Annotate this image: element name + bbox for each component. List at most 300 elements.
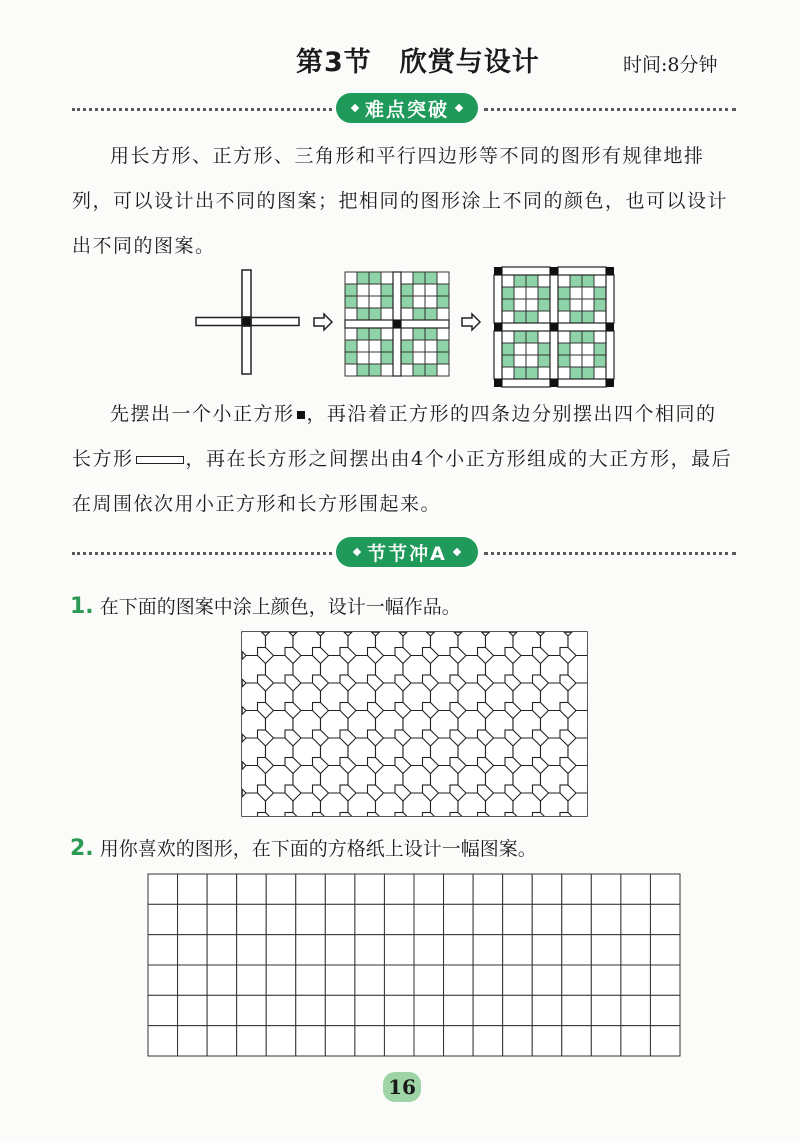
octagon-cell — [596, 766, 624, 794]
cross-rect — [401, 320, 449, 328]
grid-cell — [148, 1026, 178, 1056]
steps-paragraph — [72, 392, 736, 527]
tile-square — [558, 299, 570, 311]
square-cell — [588, 648, 604, 664]
frame-rect — [494, 275, 502, 323]
tile-square — [526, 311, 538, 323]
octagon-cell — [596, 683, 624, 711]
tile-square — [401, 272, 413, 284]
square-cell — [588, 840, 604, 856]
tiling-diagram — [0, 0, 800, 400]
frame-rect — [606, 275, 614, 323]
grid-cell — [355, 965, 385, 995]
grid-cell — [650, 1026, 680, 1056]
grid-cell — [562, 874, 592, 904]
cross-rect — [393, 272, 401, 320]
tile-square — [345, 296, 357, 308]
octagon-cell — [596, 738, 624, 766]
tile-square — [381, 352, 393, 364]
grid-cell — [296, 995, 326, 1025]
grid-cell — [532, 904, 562, 934]
tile-square — [538, 367, 550, 379]
grid-cell — [237, 995, 267, 1025]
grid-cell — [562, 1026, 592, 1056]
tile-square — [526, 287, 538, 299]
tile-square — [570, 287, 582, 299]
time-limit: 时间:8分钟 — [623, 54, 718, 76]
octagon-cell — [596, 656, 624, 684]
grid-paper[interactable] — [148, 874, 680, 1056]
octagon-cell — [596, 821, 624, 849]
grid-cell — [384, 995, 414, 1025]
grid-cell — [591, 935, 621, 965]
steps-text-1: 先摆出一个小正方形 — [110, 403, 295, 425]
frame-rect — [558, 267, 606, 275]
frame-rect — [502, 379, 550, 387]
grid-cell — [148, 935, 178, 965]
grid-cell — [444, 1026, 474, 1056]
tile-square — [437, 272, 449, 284]
tile-square — [413, 308, 425, 320]
grid-cell — [621, 995, 651, 1025]
tile-square — [582, 299, 594, 311]
grid-cell — [325, 904, 355, 934]
square-cell — [615, 675, 631, 691]
tile-square — [538, 287, 550, 299]
grid-cell — [207, 904, 237, 934]
question-number: 2. — [70, 836, 94, 861]
question-text: 在下面的图案中涂上颜色，设计一幅作品。 — [99, 596, 461, 618]
grid-cell — [473, 1026, 503, 1056]
square-cell — [588, 785, 604, 801]
octagon-cell — [596, 793, 624, 821]
diamond-icon — [353, 548, 361, 556]
tile-square — [381, 340, 393, 352]
tile-square — [437, 284, 449, 296]
grid-cell — [355, 935, 385, 965]
tile-square — [514, 367, 526, 379]
octagon-cell — [568, 821, 596, 849]
tile-square — [582, 343, 594, 355]
tile-square — [369, 296, 381, 308]
grid-cell — [384, 904, 414, 934]
grid-cell — [414, 935, 444, 965]
grid-cell — [237, 874, 267, 904]
tile-square — [357, 364, 369, 376]
cross-figure — [196, 270, 299, 374]
grid-cell — [591, 874, 621, 904]
tile-square — [345, 284, 357, 296]
tile-square — [425, 328, 437, 340]
tile-square — [594, 367, 606, 379]
grid-cell — [178, 995, 208, 1025]
octagon-cell — [568, 766, 596, 794]
grid-cell — [148, 874, 178, 904]
tile-square — [558, 275, 570, 287]
octagon-cell — [596, 628, 624, 656]
grid-cell — [178, 904, 208, 934]
octagon-cell — [568, 683, 596, 711]
grid-cell — [384, 1026, 414, 1056]
square-cell — [615, 813, 631, 829]
tile-square — [437, 364, 449, 376]
corner-square — [550, 379, 558, 387]
grid-cell — [503, 935, 533, 965]
grid-cell — [325, 935, 355, 965]
square-cell — [588, 675, 604, 691]
tile-square — [538, 275, 550, 287]
grid-cell — [444, 874, 474, 904]
tile-square — [570, 355, 582, 367]
grid-cell — [178, 1026, 208, 1056]
tile-square — [582, 287, 594, 299]
grid-cell — [148, 965, 178, 995]
tile-square — [514, 311, 526, 323]
corner-square — [606, 379, 614, 387]
corner-square — [494, 323, 502, 331]
grid-cell — [178, 965, 208, 995]
tile-square — [558, 287, 570, 299]
tile-square — [345, 340, 357, 352]
corner-square — [550, 267, 558, 275]
grid-cell — [473, 904, 503, 934]
section-label: 节节冲A — [367, 542, 447, 565]
tile-square — [369, 328, 381, 340]
tile-square — [357, 328, 369, 340]
tile-square — [526, 367, 538, 379]
tile-square — [582, 331, 594, 343]
tile-square — [425, 340, 437, 352]
grid-cell — [562, 965, 592, 995]
frame-rect — [606, 331, 614, 379]
grid-cell — [562, 904, 592, 934]
grid-cell — [473, 935, 503, 965]
grid-cell — [591, 965, 621, 995]
tile-square — [502, 355, 514, 367]
octagon-cell — [568, 628, 596, 656]
grid-cell — [414, 965, 444, 995]
grid-cell — [384, 965, 414, 995]
grid-cell — [532, 1026, 562, 1056]
octagon-cell — [568, 656, 596, 684]
grid-cell — [296, 904, 326, 934]
tile-square — [437, 340, 449, 352]
grid-cell — [266, 1026, 296, 1056]
tile-square — [526, 355, 538, 367]
grid-cell — [444, 965, 474, 995]
grid-cell — [562, 995, 592, 1025]
square-cell — [588, 703, 604, 719]
tile-square — [413, 296, 425, 308]
cross-rect — [393, 328, 401, 376]
grid-cell — [325, 965, 355, 995]
intro-paragraph: 用长方形、正方形、三角形和平行四边形等不同的图形有规律地排列，可以设计出不同的图案；把相同的图形涂上不同的颜色，也可以设计出不同的图案。 — [72, 145, 729, 257]
tile-square — [425, 272, 437, 284]
tile-square — [558, 343, 570, 355]
cross-rect — [550, 331, 558, 379]
octagon-cell — [568, 738, 596, 766]
tile-square — [538, 355, 550, 367]
grid-cell — [207, 935, 237, 965]
grid-cell — [503, 965, 533, 995]
tile-square — [345, 308, 357, 320]
tile-square — [369, 364, 381, 376]
square-cell — [615, 703, 631, 719]
square-cell — [588, 813, 604, 829]
tile-square — [345, 328, 357, 340]
tile-square — [401, 340, 413, 352]
tile-square — [425, 352, 437, 364]
tile-square — [369, 284, 381, 296]
tile-square — [582, 311, 594, 323]
tile-square — [401, 328, 413, 340]
tile-square — [425, 308, 437, 320]
page-number: 16 — [383, 1072, 421, 1102]
tile-square — [437, 328, 449, 340]
tile-square — [514, 299, 526, 311]
tile-square — [526, 299, 538, 311]
grid-cell — [444, 935, 474, 965]
tile-square — [502, 287, 514, 299]
question-2 — [70, 834, 537, 861]
tile-square — [437, 308, 449, 320]
grid-cell — [266, 904, 296, 934]
grid-cell — [355, 995, 385, 1025]
tile-square — [437, 352, 449, 364]
tile-square — [413, 328, 425, 340]
center-square — [393, 320, 401, 328]
tile-square — [345, 272, 357, 284]
tile-square — [413, 340, 425, 352]
square-cell — [615, 785, 631, 801]
corner-square — [494, 267, 502, 275]
grid-cell — [178, 935, 208, 965]
octagon-cells — [238, 628, 631, 856]
grid-cell — [621, 1026, 651, 1056]
tile-square — [514, 331, 526, 343]
divider-left — [72, 552, 332, 555]
tile-square — [369, 352, 381, 364]
question-text: 用你喜欢的图形，在下面的方格纸上设计一幅图案。 — [99, 838, 537, 860]
tile-square — [594, 343, 606, 355]
grid-cell — [650, 965, 680, 995]
grid-cell — [621, 965, 651, 995]
grid-cell — [650, 935, 680, 965]
tile-square — [594, 275, 606, 287]
octagon-cell — [568, 711, 596, 739]
square-cell — [615, 758, 631, 774]
grid-cell — [296, 874, 326, 904]
cross-rect — [550, 275, 558, 323]
grid-cell — [355, 904, 385, 934]
tile-square — [425, 296, 437, 308]
octagon-cell — [541, 821, 569, 849]
grid-cell — [591, 995, 621, 1025]
grid-cell — [621, 874, 651, 904]
square-cell — [615, 730, 631, 746]
grid-cell — [503, 904, 533, 934]
grid-cell — [325, 995, 355, 1025]
tile-square — [369, 272, 381, 284]
grid-cell — [237, 1026, 267, 1056]
grid-cell — [266, 935, 296, 965]
tile-square — [582, 275, 594, 287]
octagon-cell — [596, 711, 624, 739]
tile-square — [369, 340, 381, 352]
tile-square — [357, 296, 369, 308]
grid-cell — [207, 965, 237, 995]
grid-cell — [355, 1026, 385, 1056]
grid-cell — [148, 995, 178, 1025]
corner-square — [606, 267, 614, 275]
grid-cell — [473, 995, 503, 1025]
tile-square — [357, 284, 369, 296]
tile-square — [538, 311, 550, 323]
grid-cell — [650, 904, 680, 934]
square-cell — [615, 648, 631, 664]
tile-square — [413, 352, 425, 364]
tile-square — [526, 331, 538, 343]
cross-rect — [558, 323, 606, 331]
grid-cell — [325, 874, 355, 904]
tile-square — [514, 287, 526, 299]
grid-cell — [148, 904, 178, 934]
tile-square — [357, 308, 369, 320]
corner-square — [606, 323, 614, 331]
grid-cell — [207, 874, 237, 904]
question-1 — [70, 592, 461, 619]
grid-cell — [503, 1026, 533, 1056]
tile-square — [413, 364, 425, 376]
tile-square — [570, 331, 582, 343]
cross-rect — [502, 323, 550, 331]
corner-square — [494, 379, 502, 387]
grid-cell — [532, 874, 562, 904]
tile-square — [345, 364, 357, 376]
tile-square — [401, 352, 413, 364]
rectangle-icon — [136, 456, 184, 464]
tile-square — [369, 308, 381, 320]
center-square — [550, 323, 558, 331]
grid-cell — [266, 965, 296, 995]
grid-cell — [414, 995, 444, 1025]
grid-cell — [532, 995, 562, 1025]
grid-cell — [266, 995, 296, 1025]
tile-square — [502, 331, 514, 343]
grid-cell — [237, 965, 267, 995]
tile-square — [401, 364, 413, 376]
tile-square — [502, 275, 514, 287]
grid-cell — [384, 935, 414, 965]
cross-rect — [345, 320, 393, 328]
grid-cell — [414, 904, 444, 934]
tile-square — [538, 331, 550, 343]
grid-cell — [532, 965, 562, 995]
steps-text-2: ，再沿着正方形的四条边分别摆出四个相同的长方形 — [72, 403, 717, 470]
tile-square — [526, 275, 538, 287]
square-cell — [588, 758, 604, 774]
tile-square — [401, 296, 413, 308]
frame-rect — [502, 267, 550, 275]
square-cell — [560, 840, 576, 856]
grid-cell — [414, 1026, 444, 1056]
tile-square — [594, 355, 606, 367]
tile-square — [502, 311, 514, 323]
grid-cell — [621, 904, 651, 934]
grid-cell — [562, 935, 592, 965]
tile-square — [381, 364, 393, 376]
grid-cell — [473, 965, 503, 995]
tile-square — [594, 287, 606, 299]
grid-cell — [207, 995, 237, 1025]
question-number: 1. — [70, 594, 94, 619]
grid-cell — [237, 904, 267, 934]
steps-text-3: ，再在长方形之间摆出由4个小正方形组成的大正方形，最后在周围依次用小正方形和长方形围起来。 — [72, 448, 733, 515]
tile-square — [514, 275, 526, 287]
tile-square — [413, 284, 425, 296]
tile-square — [594, 311, 606, 323]
tile-square — [345, 352, 357, 364]
tile-square — [502, 343, 514, 355]
section-badge-practice — [336, 537, 478, 567]
grid-cell — [296, 1026, 326, 1056]
page-title: 第3节 欣赏与设计 — [296, 47, 540, 78]
grid-cell — [444, 995, 474, 1025]
grid-cell — [473, 874, 503, 904]
small-square-icon — [297, 411, 305, 419]
tile-square — [425, 364, 437, 376]
tile-square — [570, 299, 582, 311]
tile-square — [514, 355, 526, 367]
grid-cell — [325, 1026, 355, 1056]
grid-cell — [296, 965, 326, 995]
tile-square — [357, 352, 369, 364]
arrow-right-icon — [462, 314, 480, 330]
grid-cell — [650, 995, 680, 1025]
tile-square — [594, 331, 606, 343]
diamond-icon — [453, 548, 461, 556]
square-cell — [615, 840, 631, 856]
tile-square — [514, 343, 526, 355]
grid-cell — [237, 935, 267, 965]
octagon-tiling-pattern[interactable] — [242, 632, 587, 816]
grid-cell — [591, 1026, 621, 1056]
tile-square — [594, 299, 606, 311]
tile-square — [570, 343, 582, 355]
frame-rect — [558, 379, 606, 387]
tile-square — [558, 367, 570, 379]
grid-cell — [650, 874, 680, 904]
tile-square — [538, 343, 550, 355]
grid-cell — [621, 935, 651, 965]
tile-square — [401, 308, 413, 320]
tile-square — [425, 284, 437, 296]
tile-square — [437, 296, 449, 308]
tile-square — [381, 284, 393, 296]
tile-square — [401, 284, 413, 296]
tile-square — [381, 308, 393, 320]
grid-cell — [591, 904, 621, 934]
tile-square — [357, 272, 369, 284]
grid-cell — [414, 874, 444, 904]
tile-square — [502, 367, 514, 379]
tile-square — [582, 355, 594, 367]
grid-cell — [532, 935, 562, 965]
tile-square — [502, 299, 514, 311]
tile-square — [570, 311, 582, 323]
grid-cell — [178, 874, 208, 904]
grid-cell — [207, 1026, 237, 1056]
